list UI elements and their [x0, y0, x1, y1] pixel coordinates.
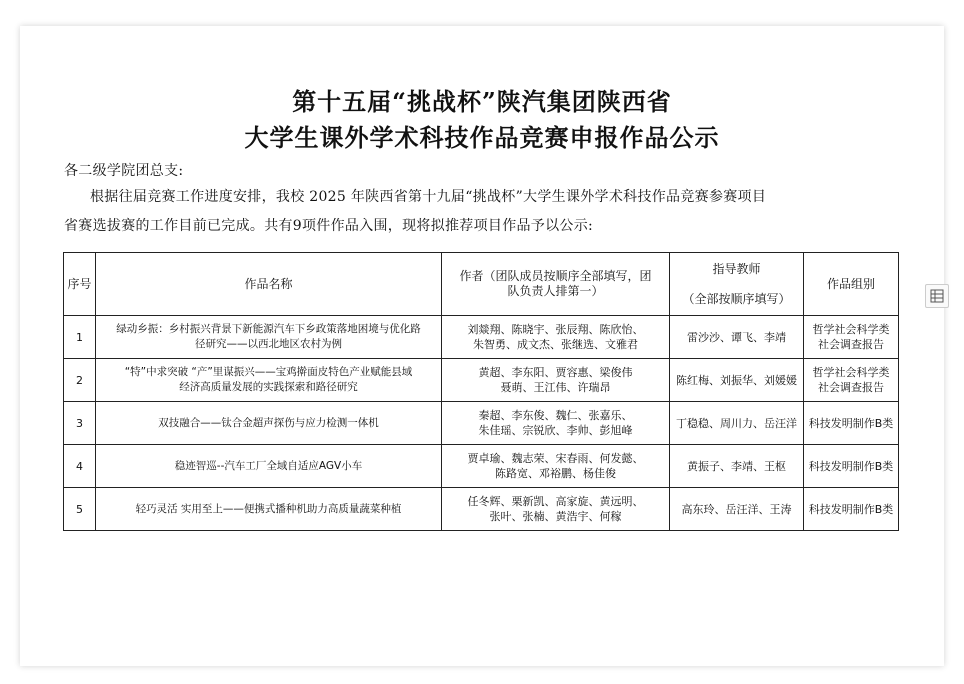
header-name: 作品名称 — [96, 253, 442, 316]
row-name: 轻巧灵活 实用至上——便携式播种机助力高质量蔬菜种植 — [96, 488, 442, 531]
header-index: 序号 — [64, 253, 96, 316]
table-header-row — [64, 253, 899, 316]
row-category: 哲学社会科学类 社会调查报告 — [804, 316, 899, 359]
row-index: 3 — [64, 402, 96, 445]
title-line-1: 第十五届“挑战杯”陕汽集团陕西省 — [292, 87, 672, 116]
row-category: 哲学社会科学类 社会调查报告 — [804, 359, 899, 402]
row-name: 绿动乡振：乡村振兴背景下新能源汽车下乡政策落地困境与优化路 径研究——以西北地区农村为例 — [96, 316, 442, 359]
header-authors: 作者（团队成员按顺序全部填写，团 队负责人排第一） — [442, 253, 670, 316]
submissions-table — [63, 252, 899, 531]
row-advisors: 雷沙沙、谭飞、李靖 — [670, 316, 804, 359]
salutation: 各二级学院团总支: — [64, 163, 184, 179]
row-authors: 贾卓瑜、魏志荣、宋春雨、何发懿、 陈路宽、邓裕鹏、杨佳俊 — [442, 445, 670, 488]
row-index: 4 — [64, 445, 96, 488]
row-name: “特”中求突破 “产”里谋振兴——宝鸡擀面皮特色产业赋能县域 经济高质量发展的实践探索和路径研究 — [96, 359, 442, 402]
row-authors: 黄超、李东阳、贾容惠、梁俊伟 聂萌、王江伟、许瑞昂 — [442, 359, 670, 402]
header-advisors: 指导教师 （全部按顺序填写） — [670, 253, 804, 316]
row-name: 双技融合——钛合金超声探伤与应力检测一体机 — [96, 402, 442, 445]
row-authors: 任冬辉、栗新凯、高家旋、黄远明、 张叶、张楠、黄浩宇、何稼 — [442, 488, 670, 531]
row-index: 1 — [64, 316, 96, 359]
row-index: 5 — [64, 488, 96, 531]
row-advisors: 陈红梅、刘振华、刘媛媛 — [670, 359, 804, 402]
row-advisors: 高东玲、岳汪洋、王涛 — [670, 488, 804, 531]
row-category: 科技发明制作B类 — [804, 445, 899, 488]
table-row — [64, 488, 899, 531]
table-row — [64, 402, 899, 445]
table-row — [64, 359, 899, 402]
row-advisors: 黄振子、李靖、王枢 — [670, 445, 804, 488]
header-category: 作品组别 — [804, 253, 899, 316]
row-authors: 刘燚翔、陈晓宇、张辰翔、陈欣怡、 朱智勇、成文杰、张继选、文雅君 — [442, 316, 670, 359]
row-authors: 秦超、李东俊、魏仁、张嘉乐、 朱佳瑶、宗锐欣、李帅、彭旭峰 — [442, 402, 670, 445]
table-grid-icon[interactable] — [925, 284, 949, 308]
table-row — [64, 316, 899, 359]
paragraph-line-1: 根据往届竞赛工作进度安排，我校 2025 年陕西省第十九届“挑战杯”大学生课外学术科技作品竞赛参赛项目 — [90, 189, 767, 205]
paragraph-line-2: 省赛选拔赛的工作目前已完成。共有9项件作品入围，现将拟推荐项目作品予以公示: — [64, 218, 594, 234]
row-category: 科技发明制作B类 — [804, 488, 899, 531]
table-row — [64, 445, 899, 488]
row-category: 科技发明制作B类 — [804, 402, 899, 445]
title-line-2: 大学生课外学术科技作品竞赛申报作品公示 — [244, 123, 720, 152]
row-index: 2 — [64, 359, 96, 402]
row-advisors: 丁稳稳、周川力、岳汪洋 — [670, 402, 804, 445]
row-name: 稳迹智巡--汽车工厂全域自适应AGV小车 — [96, 445, 442, 488]
